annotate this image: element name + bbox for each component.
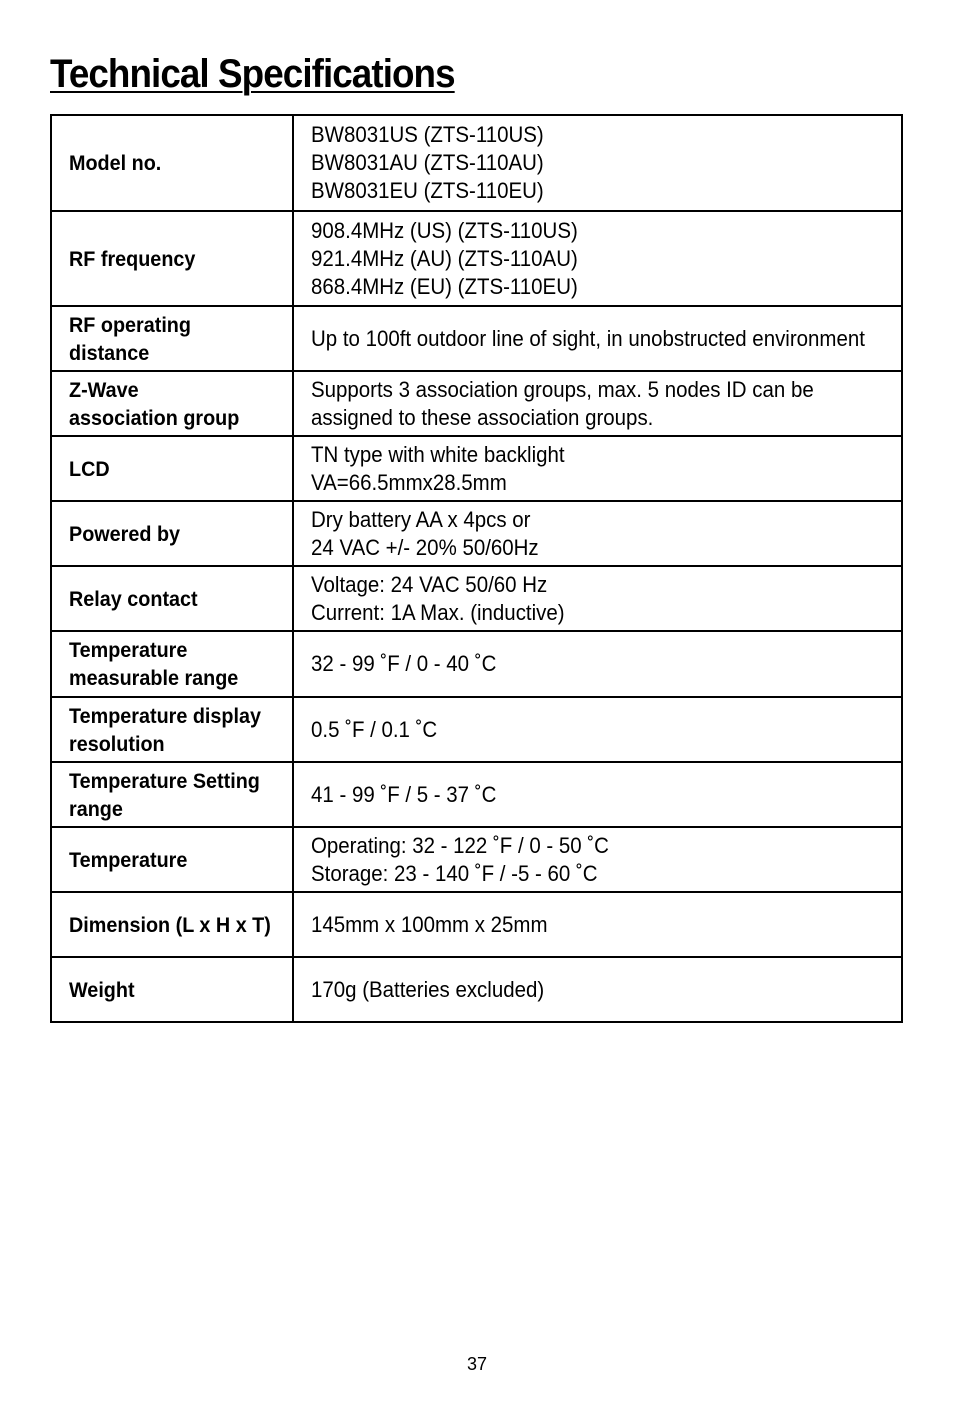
- spec-label: [51, 762, 293, 827]
- spec-row: [51, 892, 902, 957]
- spec-label-line: measurable range: [69, 666, 239, 690]
- spec-value-line: 868.4MHz (EU) (ZTS-110EU): [311, 273, 578, 299]
- spec-label-line: association group: [69, 405, 240, 430]
- spec-table-body: [51, 115, 902, 1022]
- spec-value-line: Dry battery AA x 4pcs or: [311, 506, 531, 532]
- spec-value: [293, 697, 902, 762]
- spec-value: [293, 211, 902, 306]
- spec-value: [293, 436, 902, 501]
- spec-value-line: 32 - 99 ˚F / 0 - 40 ˚C: [311, 651, 497, 676]
- spec-label-line: range: [69, 796, 123, 821]
- spec-value-line: TN type with white backlight: [311, 441, 565, 467]
- spec-label-line: Relay contact: [69, 586, 198, 611]
- spec-value-line: BW8031EU (ZTS-110EU): [311, 178, 544, 203]
- spec-row: [51, 211, 902, 306]
- spec-value-line: 24 VAC +/- 20% 50/60Hz: [311, 534, 539, 560]
- spec-value-line: Up to 100ft outdoor line of sight, in unobstructed environment: [311, 325, 865, 351]
- spec-label-line: Temperature display: [69, 703, 262, 728]
- spec-label-line: resolution: [69, 731, 165, 756]
- spec-value: [293, 957, 902, 1022]
- spec-label-line: Weight: [69, 977, 135, 1002]
- spec-value: [293, 115, 902, 211]
- page-number: 37: [466, 1354, 488, 1374]
- spec-label: [51, 827, 293, 892]
- spec-value-line: Voltage: 24 VAC 50/60 Hz: [311, 571, 548, 597]
- page-title: Technical Specifications: [50, 52, 455, 96]
- spec-value: [293, 306, 902, 371]
- spec-value-line: BW8031US (ZTS-110US): [311, 122, 544, 147]
- spec-label-line: distance: [69, 340, 150, 365]
- spec-value: [293, 762, 902, 827]
- spec-value-line: Operating: 32 - 122 ˚F / 0 - 50 ˚C: [311, 832, 609, 858]
- spec-row: [51, 697, 902, 762]
- spec-table: [50, 114, 903, 1023]
- spec-label-line: Dimension (L x H x T): [69, 912, 271, 937]
- spec-value: [293, 371, 902, 436]
- spec-row: [51, 501, 902, 566]
- spec-label: [51, 436, 293, 501]
- spec-label: [51, 892, 293, 957]
- spec-label: [51, 566, 293, 631]
- spec-row: [51, 762, 902, 827]
- spec-row: [51, 827, 902, 892]
- spec-value-line: 170g (Batteries excluded): [311, 976, 545, 1002]
- spec-value-line: 908.4MHz (US) (ZTS-110US): [311, 217, 578, 243]
- spec-label: [51, 211, 293, 306]
- spec-value: [293, 631, 902, 697]
- spec-label-line: RF operating: [69, 312, 191, 337]
- spec-label-line: Z-Wave: [69, 377, 139, 402]
- spec-value: [293, 566, 902, 631]
- spec-value-line: 41 - 99 ˚F / 5 - 37 ˚C: [311, 781, 497, 807]
- spec-value-line: Supports 3 association groups, max. 5 nodes ID can be: [311, 376, 814, 402]
- spec-label: [51, 306, 293, 371]
- spec-value-line: BW8031AU (ZTS-110AU): [311, 150, 544, 175]
- spec-row: [51, 436, 902, 501]
- spec-label: [51, 371, 293, 436]
- spec-value-line: Current: 1A Max. (inductive): [311, 599, 565, 625]
- spec-label: [51, 631, 293, 697]
- spec-label: [51, 115, 293, 211]
- spec-label-line: Temperature Setting: [69, 768, 260, 793]
- spec-value-line: VA=66.5mmx28.5mm: [311, 469, 507, 495]
- spec-value-line: 0.5 ˚F / 0.1 ˚C: [311, 716, 438, 742]
- spec-label-line: Temperature: [69, 638, 188, 662]
- spec-label-line: LCD: [69, 456, 110, 481]
- spec-label-line: RF frequency: [69, 246, 196, 271]
- spec-value-line: assigned to these association groups.: [311, 404, 654, 430]
- spec-label: [51, 957, 293, 1022]
- spec-row: [51, 371, 902, 436]
- spec-value: [293, 501, 902, 566]
- spec-row: [51, 566, 902, 631]
- spec-row: [51, 306, 902, 371]
- spec-label-line: Powered by: [69, 521, 181, 546]
- spec-label-line: Model no.: [69, 151, 162, 175]
- spec-label: [51, 697, 293, 762]
- spec-value: [293, 827, 902, 892]
- spec-row: [51, 115, 902, 211]
- spec-row: [51, 957, 902, 1022]
- spec-label: [51, 501, 293, 566]
- spec-value-line: Storage: 23 - 140 ˚F / -5 - 60 ˚C: [311, 860, 598, 886]
- spec-row: [51, 631, 902, 697]
- spec-value-line: 145mm x 100mm x 25mm: [311, 911, 548, 937]
- spec-value-line: 921.4MHz (AU) (ZTS-110AU): [311, 245, 578, 271]
- spec-label-line: Temperature: [69, 847, 188, 872]
- spec-value: [293, 892, 902, 957]
